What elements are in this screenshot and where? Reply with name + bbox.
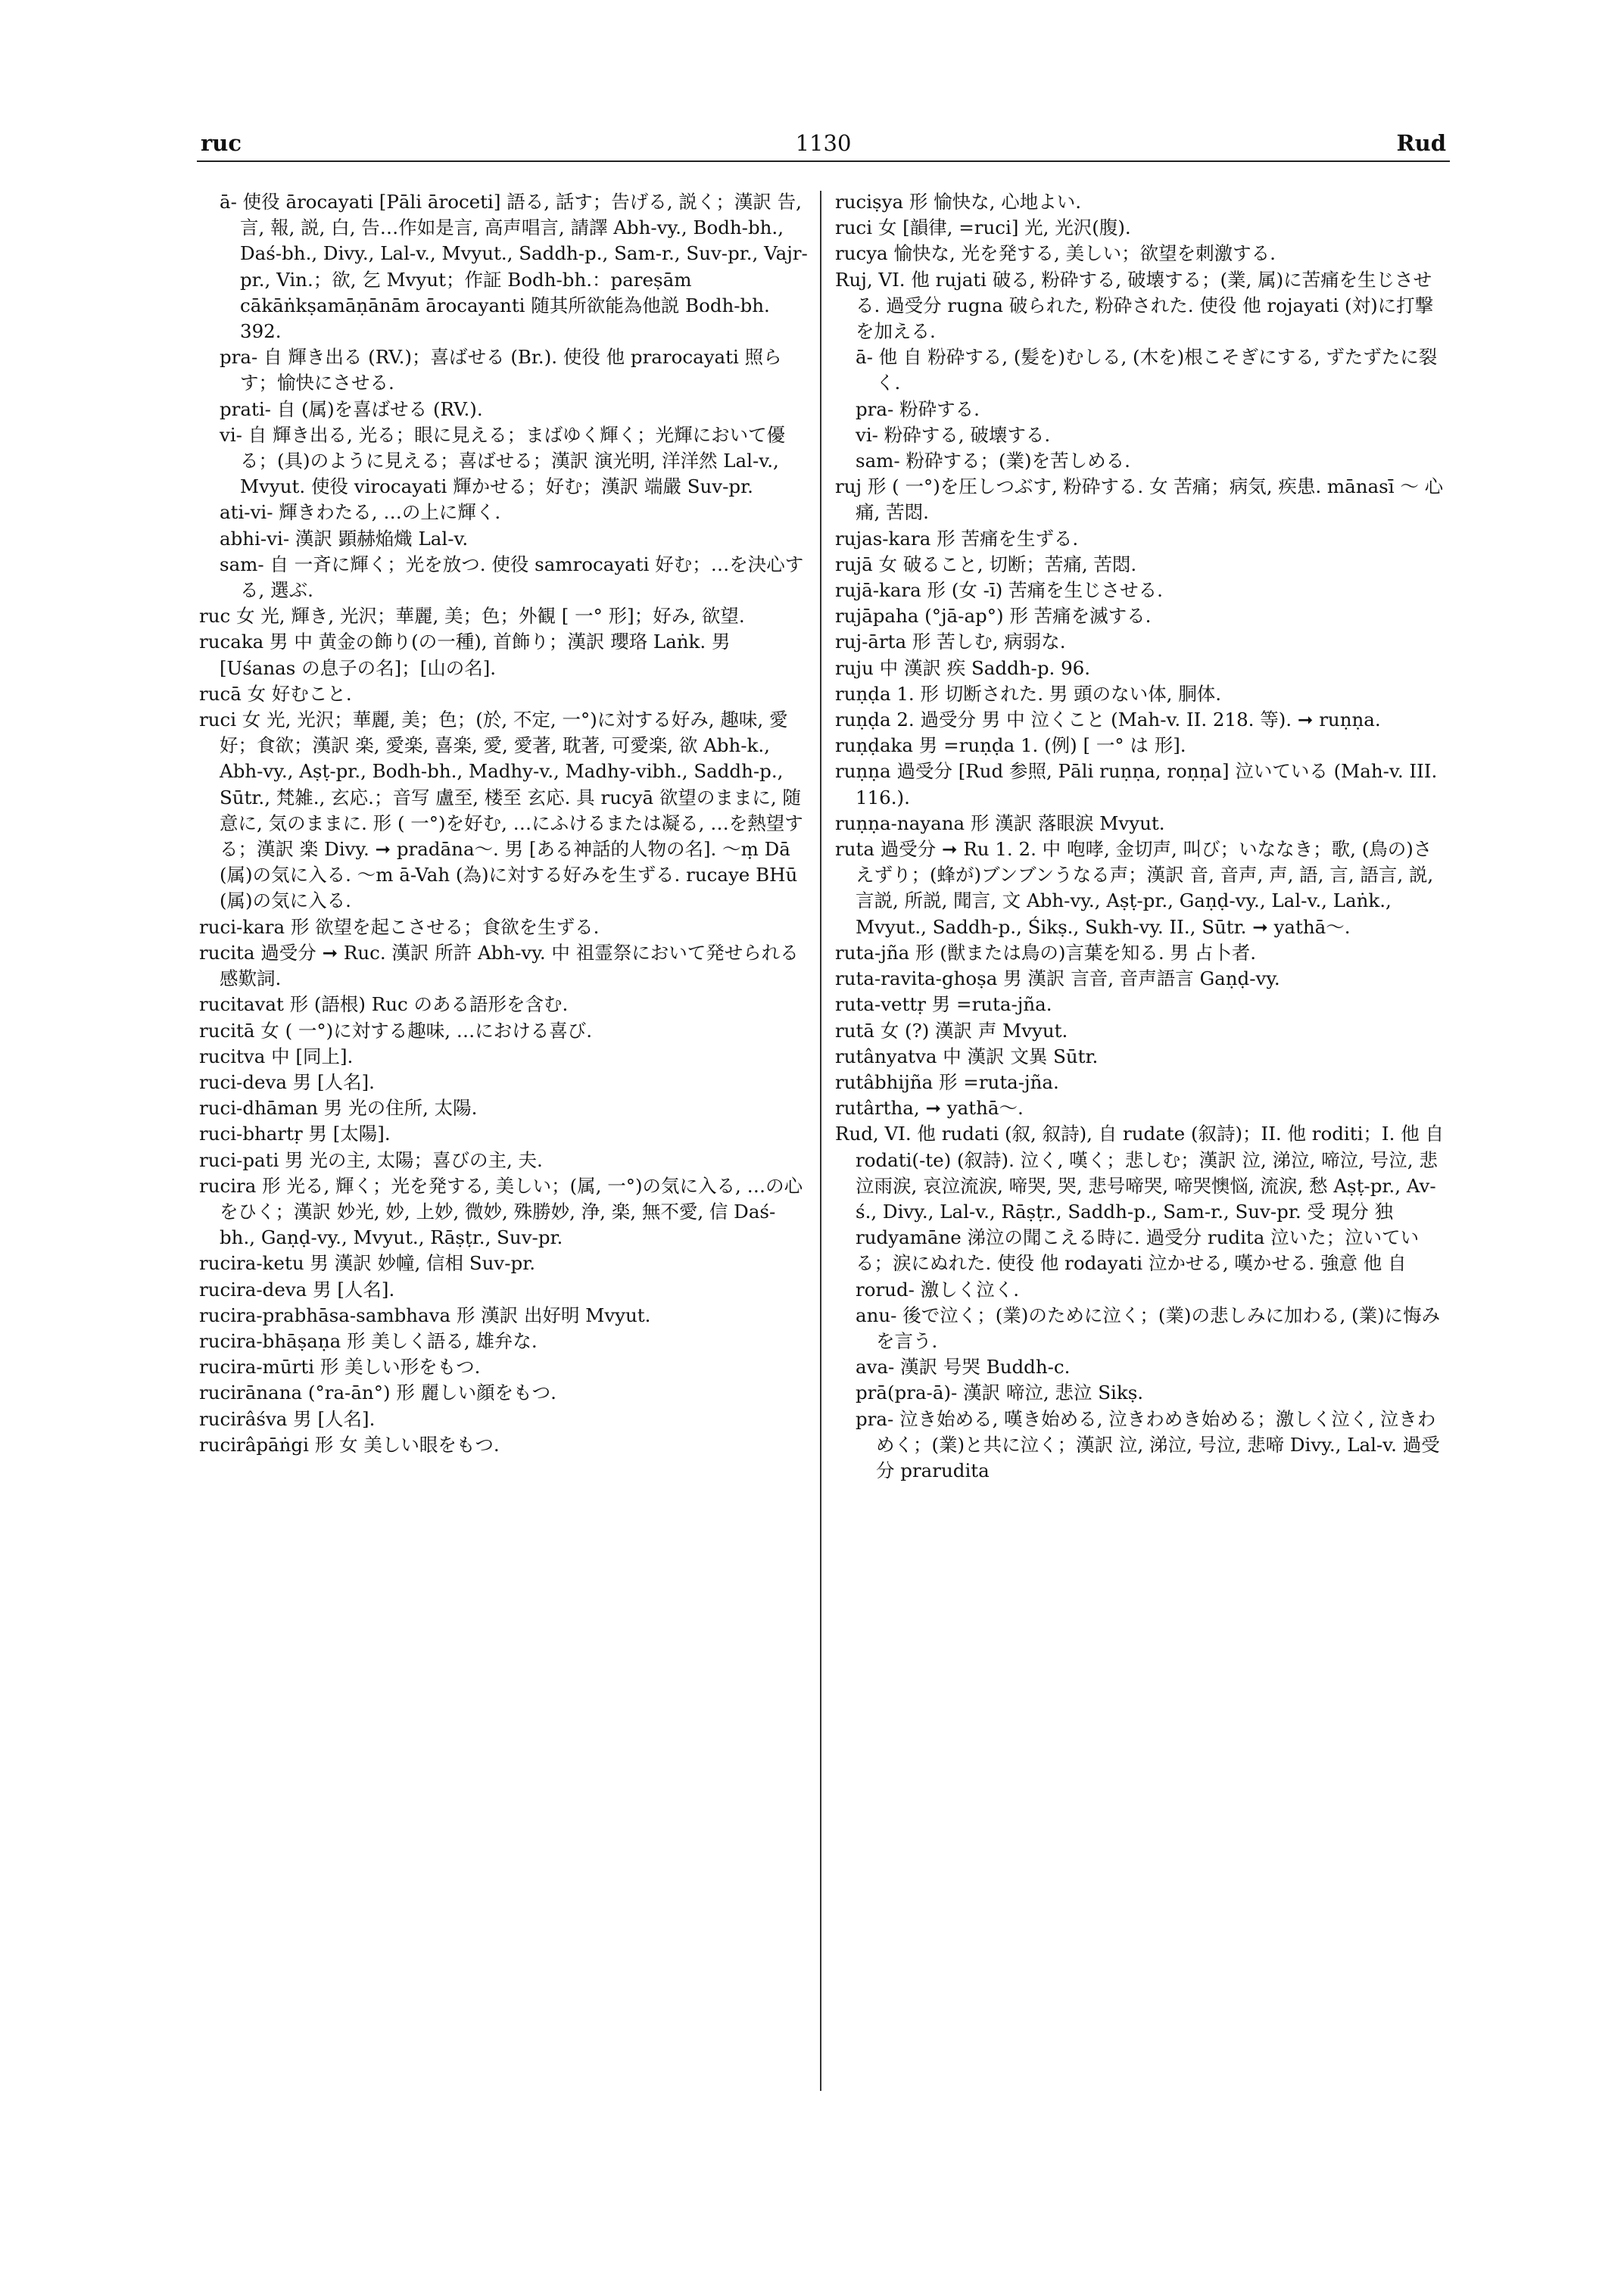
dictionary-entry: rutā 女 (?) 漢訳 声 Mvyut. (835, 1019, 1068, 1042)
dictionary-entry: rujas-kara 形 苦痛を生ずる. (835, 527, 1079, 550)
dictionary-entry: Ruj, VI. 他 rujati 破る, 粉砕する, 破壊する；(業, 属)に苦痛を生じさせる. 過受分 rugna 破られた, 粉砕された. 使役 他 rojayati (対)に打撃を加える. (835, 268, 1434, 343)
dictionary-entry: vi- 粉砕する, 破壊する. (856, 423, 1051, 446)
dictionary-entry: ruci-pati 男 光の主, 太陽；喜びの主, 夫. (199, 1148, 543, 1171)
dictionary-entry: rujā-kara 形 (女 -ī) 苦痛を生じさせる. (835, 579, 1163, 602)
dictionary-entry: anu- 後で泣く；(業)のために泣く；(業)の悲しみに加わる, (業)に悔みを言う. (856, 1304, 1441, 1352)
dictionary-entry: vi- 自 輝き出る, 光る；眼に見える；まばゆく輝く；光輝において優る；(具)のように見える；喜ばせる；漢訳 演光明, 洋洋然 Lal-v., Mvyut. 使役 virocayati 輝かせる；好む；漢訳 端嚴 Suv-pr. (220, 423, 786, 498)
dictionary-entry: rujā 女 破ること, 切断；苦痛, 苦悶. (835, 553, 1137, 575)
dictionary-entry: ruciṣya 形 愉快な, 心地よい. (835, 191, 1082, 213)
dictionary-entry: rucira-bhāṣaṇa 形 美しく語る, 雄弁な. (199, 1329, 538, 1352)
column-divider (820, 191, 821, 2091)
dictionary-entry: rutânyatva 中 漢訳 文異 Sūtr. (835, 1045, 1099, 1067)
dictionary-entry: rucirānana (°ra-ān°) 形 麗しい顔をもつ. (199, 1382, 556, 1404)
dictionary-entry: ati-vi- 輝きわたる, …の上に輝く. (220, 501, 501, 524)
dictionary-entry: Rud, VI. 他 rudati (叙, 叙詩), 自 rudate (叙詩)；II. 他 roditi；I. 他 自 rodati(-te) (叙詩). 泣く, 嘆く；悲しむ；漢訳 泣, 涕泣, 啼泣, 号泣, 悲泣雨涙, 哀泣流涙, 啼哭, 哭, 悲号啼哭, 啼哭懊悩, 流涙, 愁 Aṣṭ-pr., Av-ś., Divy., Lal-v., Rāṣṭr., Saddh-p., Sam-r., Suv-pr. 受 現分 独 rudyamāne 涕泣の聞こえる時に. 過受分 rudita 泣いた；泣いている；涙にぬれた. 使役 他 rodayati 泣かせる, 嘆かせる. 強意 他 自 rorud- 激しく泣く. (835, 1123, 1444, 1301)
dictionary-entry: ruṇḍa 2. 過受分 男 中 泣くこと (Mah-v. II. 218. 等). ➞ ruṇṇa. (835, 709, 1381, 731)
dictionary-entry: rujāpaha (°jā-ap°) 形 苦痛を滅する. (835, 605, 1152, 628)
dictionary-entry: ruju 中 漢訳 疾 Saddh-p. 96. (835, 656, 1091, 679)
dictionary-entry: abhi-vi- 漢訳 顕赫焔熾 Lal-v. (220, 527, 469, 550)
dictionary-entry: ruci 女 光, 光沢；華麗, 美；色；(於, 不定, 一°)に対する好み, 趣味, 愛好；食欲；漢訳 楽, 愛楽, 喜楽, 愛, 愛著, 耽著, 可愛楽, 欲 Abh-k., Abh-vy., Aṣṭ-pr., Bodh-bh., Madhy-v., Madhy-vibh., Saddh-p., Sūtr., 梵雑., 玄応.；音写 盧至, 楼至 玄応. 具 rucyā 欲望のままに, 随意に, 気のままに. 形 ( 一°)を好む, …にふけるまたは凝る, …を熱望する；漢訳 楽 Divy. ➞ pradāna～. 男 [ある神話的人物の名]. ～ṃ Dā (属)の気に入る. ～m ā-Vah (為)に対する好みを生ずる. rucaye BHū (属)の気に入る. (199, 709, 803, 912)
dictionary-entry: prā(pra-ā)- 漢訳 啼泣, 悲泣 Sikṣ. (856, 1382, 1144, 1404)
dictionary-entry: ruṇḍa 1. 形 切断された. 男 頭のない体, 胴体. (835, 682, 1222, 705)
dictionary-entry: rucirâpāṅgi 形 女 美しい眼をもつ. (199, 1433, 500, 1456)
dictionary-entry: ruta-vettṛ 男 =ruta-jña. (835, 993, 1052, 1016)
dictionary-entry: prati- 自 (属)を喜ばせる (RV.). (220, 397, 483, 420)
header-right-guideword: Rud (1396, 130, 1446, 156)
dictionary-entry: ava- 漢訳 号哭 Buddh-c. (856, 1356, 1071, 1379)
dictionary-entry: rucira-deva 男 [人名]. (199, 1278, 395, 1301)
dictionary-entry: sam- 粉砕する；(業)を苦しめる. (856, 450, 1130, 472)
dictionary-entry: rucya 愉快な, 光を発する, 美しい；欲望を刺激する. (835, 242, 1276, 265)
dictionary-entry: ruṇḍaka 男 =ruṇḍa 1. (例) [ 一° は 形]. (835, 734, 1186, 757)
page-header (201, 130, 1446, 160)
dictionary-entry: rutârtha, ➞ yathā～. (835, 1097, 1024, 1120)
dictionary-entry: ruṇṇa 過受分 [Rud 参照, Pāli ruṇṇa, roṇṇa] 泣いている (Mah-v. III. 116.). (835, 760, 1438, 808)
header-left-guideword: ruc (201, 130, 242, 156)
dictionary-entry: sam- 自 一斉に輝く；光を放つ. 使役 samrocayati 好む；…を決心する, 選ぶ. (220, 553, 804, 602)
dictionary-entry: rucirâśva 男 [人名]. (199, 1407, 376, 1430)
dictionary-entry: ruci-kara 形 欲望を起こさせる；食欲を生ずる. (199, 915, 600, 938)
dictionary-entry: pra- 自 輝き出る (RV.)；喜ばせる (Br.). 使役 他 prarocayati 照らす；愉快にさせる. (220, 346, 782, 394)
dictionary-entry: rucaka 男 中 黄金の飾り(の一種), 首飾り；漢訳 瓔珞 Laṅk. 男 [Uśanas の息子の名]；[山の名]. (199, 631, 731, 679)
page-number: 1130 (795, 130, 852, 156)
dictionary-entry: rucitā 女 ( 一°)に対する趣味, …における喜び. (199, 1019, 593, 1042)
dictionary-entry: ruj-ārta 形 苦しむ, 病弱な. (835, 631, 1066, 653)
dictionary-entry: rucira-ketu 男 漢訳 妙幢, 信相 Suv-pr. (199, 1252, 536, 1275)
dictionary-entry: ruta 過受分 ➞ Ru 1. 2. 中 咆哮, 金切声, 叫び；いななき；歌, (鳥の)さえずり；(蜂が)ブンブンうなる声；漢訳 音, 音声, 声, 語, 言, 語言, 説, 言説, 所説, 聞言, 文 Abh-vy., Aṣṭ-pr., Gaṇḍ-vy., Lal-v., Laṅk., Mvyut., Saddh-p., Śikṣ., Sukh-vy. II., Sūtr. ➞ yathā～. (835, 838, 1434, 938)
dictionary-entry: ruta-ravita-ghoṣa 男 漢訳 言音, 音声語言 Gaṇḍ-vy. (835, 967, 1280, 990)
dictionary-entry: ruj 形 ( 一°)を圧しつぶす, 粉砕する. 女 苦痛；病気, 疾患. mānasī ～ 心痛, 苦悶. (835, 475, 1444, 524)
dictionary-entry: rucita 過受分 ➞ Ruc. 漢訳 所許 Abh-vy. 中 祖霊祭において発せられる感歎詞. (199, 941, 799, 990)
dictionary-entry: rucira-prabhāsa-sambhava 形 漢訳 出好明 Mvyut. (199, 1304, 651, 1326)
dictionary-entry: pra- 泣き始める, 嘆き始める, 泣きわめき始める；激しく泣く, 泣きわめく；(業)と共に泣く；漢訳 泣, 涕泣, 号泣, 悲啼 Divy., Lal-v. 過受分 prarudita (856, 1407, 1440, 1481)
left-column (199, 189, 809, 1458)
right-column (835, 189, 1450, 1484)
dictionary-entry: rucira 形 光る, 輝く；光を発する, 美しい；(属, 一°)の気に入る, …の心をひく；漢訳 妙光, 妙, 上妙, 微妙, 殊勝妙, 浄, 楽, 無不愛, 信 Daś-bh., Gaṇḍ-vy., Mvyut., Rāṣṭr., Suv-pr. (199, 1174, 803, 1249)
dictionary-entry: ruc 女 光, 輝き, 光沢；華麗, 美；色；外観 [ 一° 形]；好み, 欲望. (199, 605, 745, 628)
dictionary-entry: ā- 他 自 粉砕する, (髪を)むしる, (木を)根こそぎにする, ずたずたに裂く. (856, 346, 1438, 394)
dictionary-entry: rucā 女 好むこと. (199, 682, 352, 705)
dictionary-entry: ruci-bhartṛ 男 [太陽]. (199, 1123, 391, 1145)
dictionary-entry: rucira-mūrti 形 美しい形をもつ. (199, 1356, 481, 1379)
dictionary-entry: ruci 女 [韻律, =ruci] 光, 光沢(腹). (835, 217, 1131, 239)
dictionary-entry: rucitavat 形 (語根) Ruc のある語形を含む. (199, 993, 569, 1016)
dictionary-entry: ruta-jña 形 (獣または鳥の)言葉を知る. 男 占卜者. (835, 941, 1257, 964)
dictionary-entry: rucitva 中 [同上]. (199, 1045, 354, 1067)
header-rule (197, 160, 1450, 162)
dictionary-entry: ā- 使役 ārocayati [Pāli āroceti] 語る, 話す；告げる, 説く；漢訳 告, 言, 報, 説, 白, 告…作如是言, 高声唱言, 請譯 Abh-vy., Bodh-bh., Daś-bh., Divy., Lal-v., Mvyut., Saddh-p., Sam-r., Suv-pr., Vajr-pr., Vin.；欲, 乞 Mvyut；作証 Bodh-bh.：pareṣām cākāṅkṣamāṇānām ārocayanti 随其所欲能為他説 Bodh-bh. 392. (220, 191, 808, 343)
dictionary-entry: ruṇṇa-nayana 形 漢訳 落眼涙 Mvyut. (835, 812, 1165, 834)
dictionary-entry: ruci-dhāman 男 光の住所, 太陽. (199, 1097, 478, 1120)
dictionary-entry: rutâbhijña 形 =ruta-jña. (835, 1070, 1059, 1093)
dictionary-entry: pra- 粉砕する. (856, 397, 980, 420)
dictionary-entry: ruci-deva 男 [人名]. (199, 1070, 375, 1093)
